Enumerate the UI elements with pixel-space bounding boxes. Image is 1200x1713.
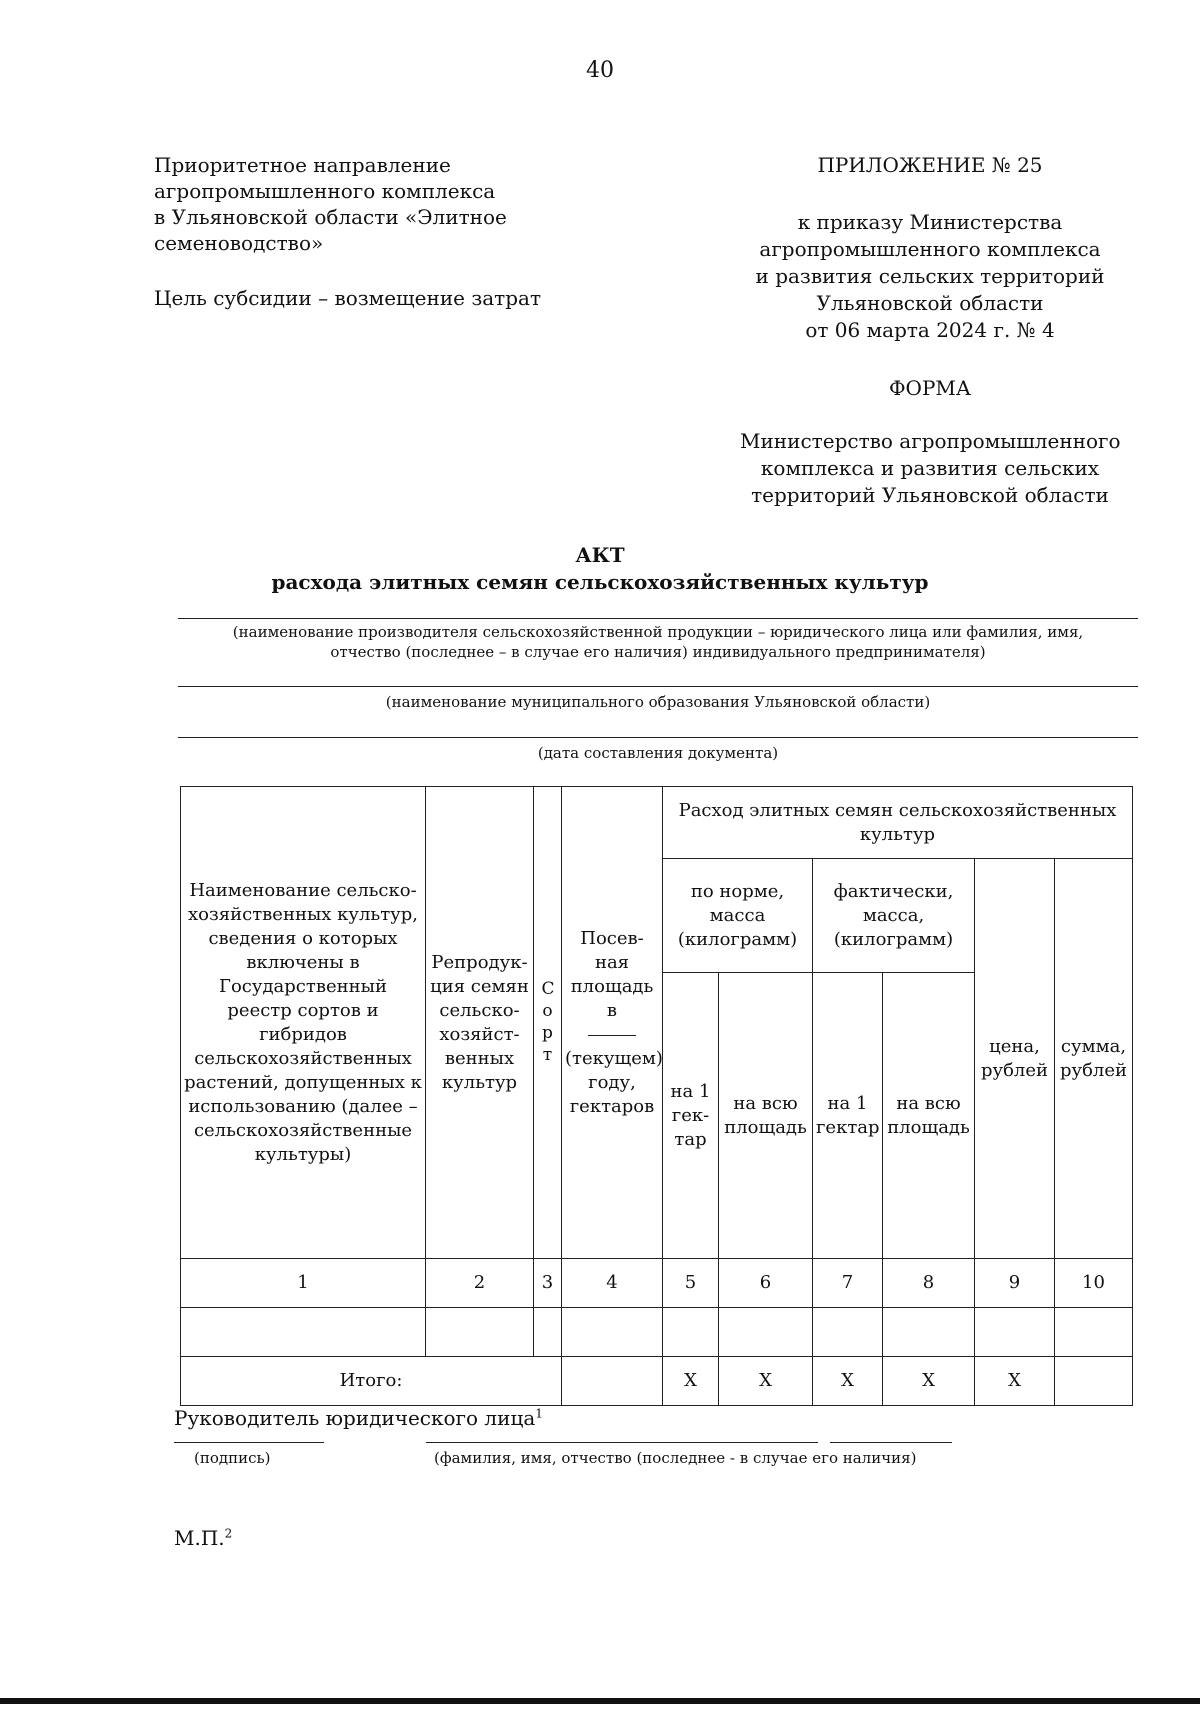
x-mark: Х xyxy=(813,1357,883,1406)
table-row xyxy=(181,1308,1133,1357)
date-caption: (дата составления документа) xyxy=(537,744,779,762)
empty-cell xyxy=(663,1308,719,1357)
header-sown-area-bottom: (текущем) году, гектаров xyxy=(565,1047,663,1117)
order-line-4: Ульяновской области xyxy=(816,291,1044,315)
head-of-legal-entity xyxy=(174,1406,543,1430)
total-row xyxy=(181,1357,1133,1406)
ministry-line-1: Министерство агропромышленного xyxy=(740,429,1121,453)
total-label: Итого: xyxy=(181,1357,562,1406)
order-line-5: от 06 марта 2024 г. № 4 xyxy=(805,318,1055,342)
scan-edge xyxy=(0,1698,1200,1704)
x-mark: Х xyxy=(883,1357,975,1406)
header-crop-name: Наименование сельско-хозяйственных культур, сведения о которых включены в Государственный реестр сортов и гибридов сельскохозяйственных растений, допущенных к использованию (далее – сельскохозяйственные культуры) xyxy=(181,787,426,1259)
priority-line-2: агропромышленного комплекса xyxy=(154,179,496,203)
column-number: 8 xyxy=(883,1259,975,1308)
order-reference xyxy=(740,209,1120,344)
total-sown-area xyxy=(562,1357,663,1406)
order-line-1: к приказу Министерства xyxy=(797,210,1063,234)
header-actual-per-hectare: на 1 гектар xyxy=(813,973,883,1259)
appendix-number: ПРИЛОЖЕНИЕ № 25 xyxy=(817,153,1043,177)
form-label: ФОРМА xyxy=(888,376,972,400)
ministry-line-3: территорий Ульяновской области xyxy=(751,483,1109,507)
empty-cell xyxy=(813,1308,883,1357)
column-number: 1 xyxy=(181,1259,426,1308)
stamp-place xyxy=(174,1526,232,1550)
act-title: АКТ xyxy=(575,543,625,567)
header-sown-area-underline xyxy=(565,1023,659,1047)
date-line xyxy=(178,737,1138,738)
signature-line xyxy=(174,1442,324,1443)
producer-caption-line-2: отчество (последнее – в случае его наличия) индивидуального предпринимателя) xyxy=(330,643,986,661)
producer-caption-line-1: (наименование производителя сельскохозяйственной продукции – юридического лица или фамилия, имя, xyxy=(232,623,1084,641)
header-elite-seed-consumption: Расход элитных семян сельскохозяйственных культур xyxy=(663,787,1133,859)
header-sum: сумма, рублей xyxy=(1055,859,1133,1259)
column-number: 3 xyxy=(534,1259,562,1308)
footnote-1: 1 xyxy=(535,1406,543,1421)
ministry-line-2: комплекса и развития сельских xyxy=(760,456,1100,480)
header-variety xyxy=(534,787,562,1259)
total-sum xyxy=(1055,1357,1133,1406)
column-number: 10 xyxy=(1055,1259,1133,1308)
header-variety-text: С о р т xyxy=(541,979,555,1065)
header-reproduction: Репродук-ция семян сельско-хозяйст-венных культур xyxy=(426,787,534,1259)
header-actual-whole-area: на всю площадь xyxy=(883,973,975,1259)
signature-caption: (подпись) xyxy=(194,1449,271,1467)
header-norm-whole-area: на всю площадь xyxy=(719,973,813,1259)
empty-cell xyxy=(719,1308,813,1357)
empty-cell xyxy=(1055,1308,1133,1357)
seed-consumption-table xyxy=(180,786,1133,1406)
stamp-label: М.П. xyxy=(174,1526,225,1550)
footnote-2: 2 xyxy=(224,1526,233,1541)
subsidy-goal: Цель субсидии – возмещение затрат xyxy=(154,286,542,310)
empty-cell xyxy=(181,1308,426,1357)
header-price: цена, рублей xyxy=(975,859,1055,1259)
x-mark: Х xyxy=(719,1357,813,1406)
header-sown-area xyxy=(562,787,663,1259)
empty-cell xyxy=(426,1308,534,1357)
priority-direction xyxy=(154,152,574,256)
producer-caption xyxy=(178,622,1138,662)
municipality-caption: (наименование муниципального образования Ульяновской области) xyxy=(385,693,931,711)
ministry-name xyxy=(740,428,1120,509)
priority-line-3: в Ульяновской области «Элитное xyxy=(154,205,507,229)
order-line-2: агропромышленного комплекса xyxy=(759,237,1101,261)
column-number: 7 xyxy=(813,1259,883,1308)
act-subtitle: расхода элитных семян сельскохозяйственных культур xyxy=(271,570,929,594)
name-line xyxy=(426,1442,818,1443)
head-label: Руководитель юридического лица xyxy=(174,1406,536,1430)
empty-cell xyxy=(534,1308,562,1357)
column-number: 2 xyxy=(426,1259,534,1308)
producer-line xyxy=(178,618,1138,619)
header-sown-area-top: Посев-ная площадь в xyxy=(570,927,654,1021)
x-mark: Х xyxy=(975,1357,1055,1406)
empty-cell xyxy=(883,1308,975,1357)
column-number: 9 xyxy=(975,1259,1055,1308)
column-number: 6 xyxy=(719,1259,813,1308)
header-actual: фактически, масса, (килограмм) xyxy=(813,859,975,973)
empty-cell xyxy=(975,1308,1055,1357)
priority-line-4: семеноводство» xyxy=(154,231,324,255)
name-line-extension xyxy=(830,1442,952,1443)
page-number: 40 xyxy=(586,58,614,83)
column-number: 5 xyxy=(663,1259,719,1308)
name-caption: (фамилия, имя, отчество (последнее - в случае его наличия) xyxy=(434,1449,917,1467)
header-norm-per-hectare: на 1 гек-тар xyxy=(663,973,719,1259)
municipality-line xyxy=(178,686,1138,687)
header-by-norm: по норме, масса (килограмм) xyxy=(663,859,813,973)
empty-cell xyxy=(562,1308,663,1357)
column-number: 4 xyxy=(562,1259,663,1308)
x-mark: Х xyxy=(663,1357,719,1406)
order-line-3: и развития сельских территорий xyxy=(755,264,1105,288)
priority-line-1: Приоритетное направление xyxy=(154,153,451,177)
